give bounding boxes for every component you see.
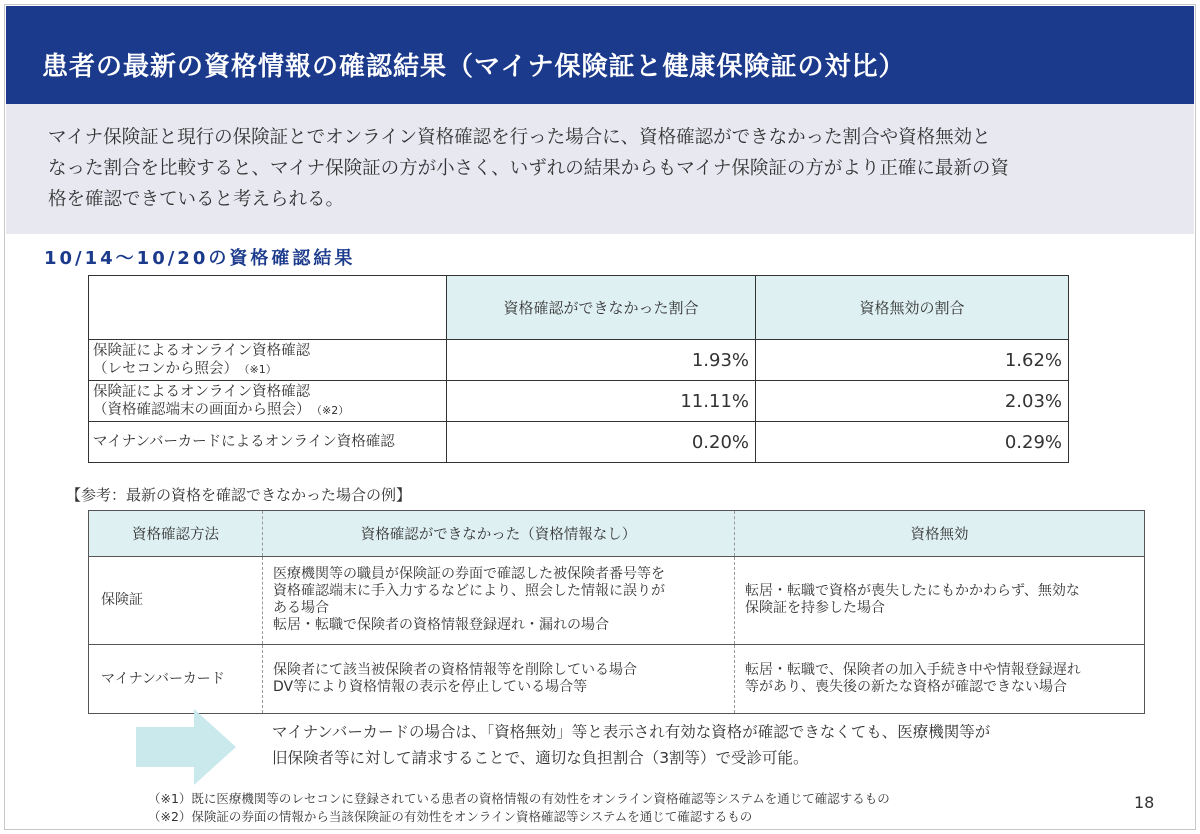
row-label — [89, 381, 447, 422]
note-mark: （※2） — [316, 403, 350, 417]
example-header-invalid: 資格無効 — [735, 511, 1145, 557]
method-cell: 保険証 — [89, 557, 263, 645]
result-table — [88, 275, 1069, 463]
cell-line: 保険証を持参した場合 — [745, 600, 885, 616]
cell-line: ある場合 — [273, 600, 329, 616]
invalid-cell — [735, 645, 1145, 714]
row-label-line: （レセコンから照会） — [93, 360, 238, 377]
table-row — [89, 422, 1069, 463]
page-title: 患者の最新の資格情報の確認結果（マイナ保険証と健康保険証の対比） — [42, 52, 906, 82]
cell-line: 保険者にて該当被保険者の資格情報等を削除している場合 — [273, 662, 637, 678]
table-row — [89, 381, 1069, 422]
note-mark: （※1） — [244, 362, 277, 376]
reference-heading: 【参考：最新の資格を確認できなかった場合の例】 — [66, 486, 412, 504]
example-header-row — [89, 511, 1145, 557]
invalid-rate: 0.29% — [756, 422, 1069, 463]
summary-line: マイナ保険証と現行の保険証とでオンライン資格確認を行った場合に、資格確認ができなかった割合や資格無効と — [48, 127, 991, 148]
example-header-unconfirmed: 資格確認ができなかった（資格情報なし） — [263, 511, 735, 557]
unconfirmed-rate: 1.93% — [447, 340, 756, 381]
unconfirmed-cell — [263, 557, 735, 645]
result-header-invalid: 資格無効の割合 — [756, 276, 1069, 340]
cell-line: 転居・転職で保険者の資格情報登録遅れ・漏れの場合 — [273, 617, 609, 633]
result-header-blank — [89, 276, 447, 340]
result-header-unconfirmed: 資格確認ができなかった割合 — [447, 276, 756, 340]
summary-line: 格を確認できていると考えられる。 — [48, 189, 345, 210]
row-label: マイナンバーカードによるオンライン資格確認 — [89, 422, 447, 463]
unconfirmed-rate: 0.20% — [447, 422, 756, 463]
cell-line: 医療機関等の職員が保険証の券面で確認した被保険者番号等を — [273, 566, 665, 582]
result-header-row — [89, 276, 1069, 340]
cell-line: 転居・転職で、保険者の加入手続き中や情報登録遅れ — [745, 662, 1081, 678]
footnote: （※1）既に医療機関等のレセコンに登録されている患者の資格情報の有効性をオンライン資格確認等システムを通じて確認するもの — [148, 791, 890, 806]
method-cell: マイナンバーカード — [101, 670, 225, 687]
row-label — [89, 340, 447, 381]
invalid-cell — [735, 557, 1145, 645]
table-row — [89, 557, 1145, 645]
row-label-line: （資格確認端末の画面から照会） — [93, 401, 311, 418]
cell-line: 等があり、喪失後の新たな資格が確認できない場合 — [745, 679, 1067, 695]
arrow-right-icon — [136, 709, 236, 785]
page-number: 18 — [1134, 793, 1155, 812]
table-row — [89, 645, 1145, 714]
row-label-line: 保険証によるオンライン資格確認 — [93, 342, 311, 359]
unconfirmed-cell — [263, 645, 735, 714]
unconfirmed-rate: 11.11% — [447, 381, 756, 422]
summary-line: なった割合を比較すると、マイナ保険証の方が小さく、いずれの結果からもマイナ保険証の方がより正確に最新の資 — [48, 158, 1009, 179]
example-table — [88, 510, 1145, 714]
conclusion-text — [272, 719, 1112, 771]
table-row — [89, 340, 1069, 381]
row-label-line: 保険証によるオンライン資格確認 — [93, 383, 311, 400]
conclusion-line: 旧保険者等に対して請求することで、適切な負担割合（3割等）で受診可能。 — [272, 749, 809, 767]
example-header-method: 資格確認方法 — [89, 511, 263, 557]
conclusion-line: マイナンバーカードの場合は、「資格無効」等と表示され有効な資格が確認できなくても、医療機関等が — [272, 723, 991, 741]
invalid-rate: 2.03% — [756, 381, 1069, 422]
cell-line: 転居・転職で資格が喪失したにもかかわらず、無効な — [745, 583, 1080, 599]
invalid-rate: 1.62% — [756, 340, 1069, 381]
footnote: （※2）保険証の券面の情報から当該保険証の有効性をオンライン資格確認等システムを通じて確認するもの — [148, 809, 753, 824]
summary-text — [48, 122, 1158, 215]
cell-line: DV等により資格情報の表示を停止している場合等 — [273, 679, 588, 695]
cell-line: 資格確認端末に手入力するなどにより、照会した情報に誤りが — [273, 583, 665, 599]
section-heading: 10/14～10/20の資格確認結果 — [44, 248, 356, 269]
footnotes — [148, 790, 890, 826]
